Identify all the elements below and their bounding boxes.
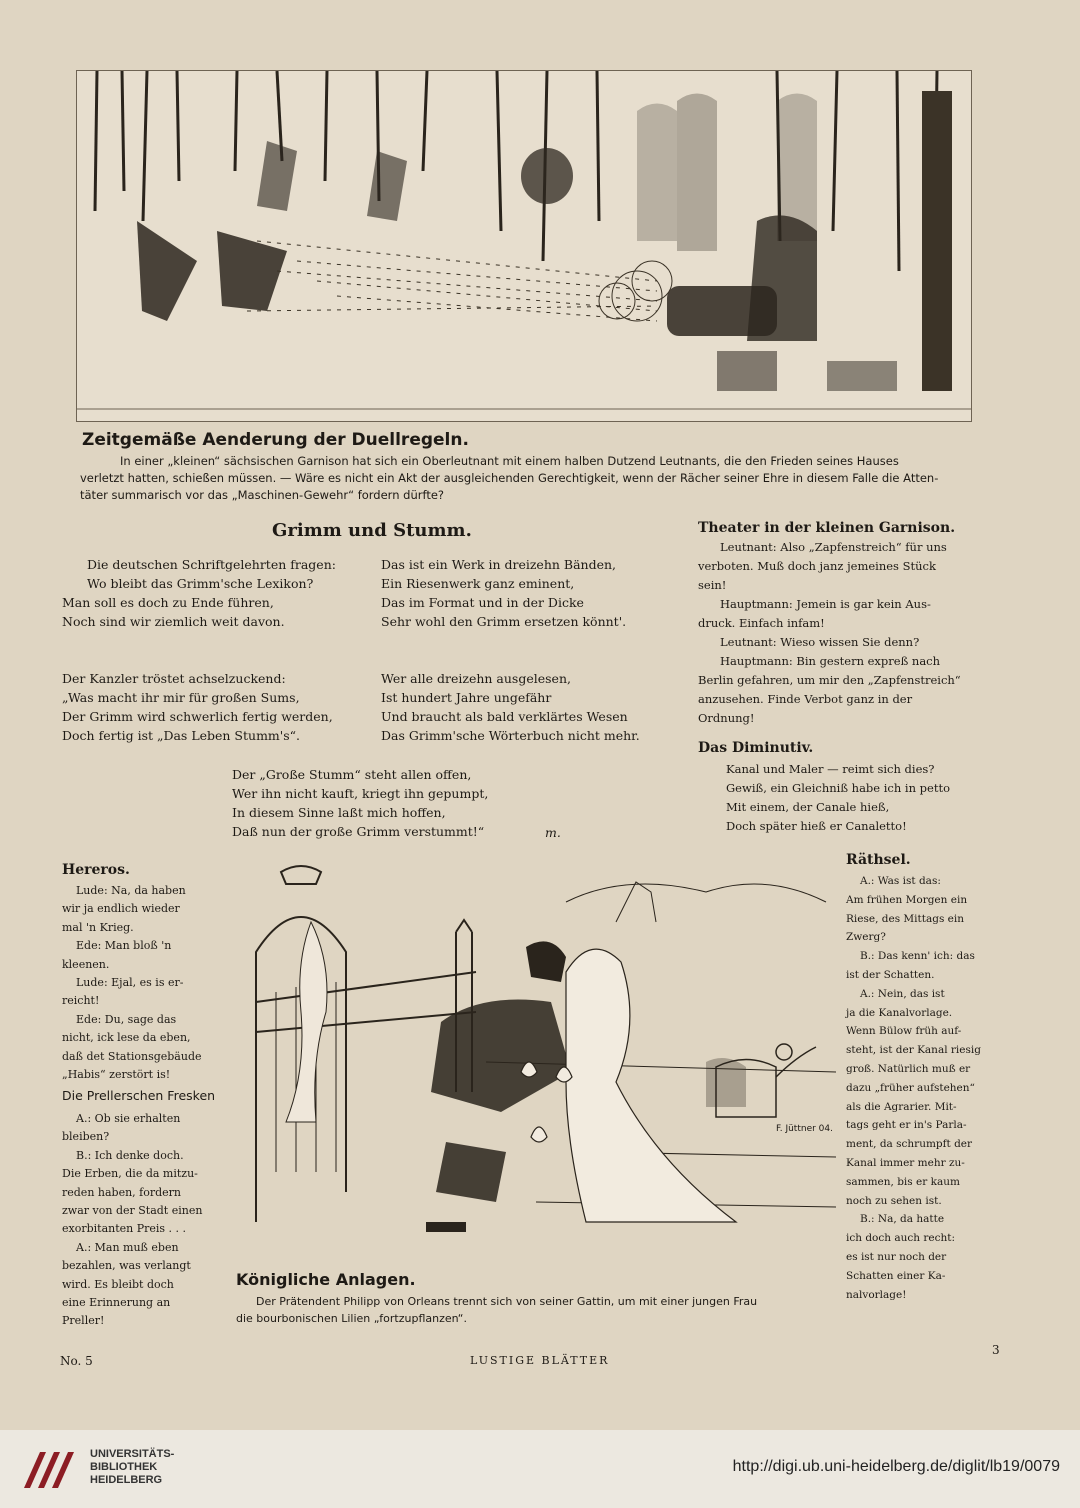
koenig-text <box>236 1293 836 1327</box>
preller-line: reden haben, fordern <box>62 1185 182 1199</box>
hereros-line: Lude: Na, da haben <box>76 884 186 897</box>
theater-line: sein! <box>698 578 727 592</box>
raethsel-line: Riese, des Mittags ein <box>846 912 965 925</box>
grimm-verse: Man soll es doch zu Ende führen, <box>62 595 274 610</box>
preller-line: A.: Man muß eben <box>76 1240 179 1254</box>
grimm-signature: m. <box>545 825 561 840</box>
koenig-line: die bourbonischen Lilien „fortzupflanzen“. <box>236 1312 467 1325</box>
raethsel-line: nalvorlage! <box>846 1288 907 1301</box>
preller-line: eine Erinnerung an <box>62 1296 171 1310</box>
hereros-line: mal 'n Krieg. <box>62 920 134 934</box>
diminutiv-line: Mit einem, der Canale hieß, <box>726 800 890 814</box>
hereros-line: daß det Stationsgebäude <box>62 1049 202 1063</box>
raethsel-line: noch zu sehen ist. <box>846 1194 942 1207</box>
raethsel-line: ich doch auch recht: <box>846 1232 955 1245</box>
raethsel-line: tags geht er in's Parla- <box>846 1119 967 1132</box>
grimm-verse: Daß nun der große Grimm verstummt!“ <box>232 824 485 839</box>
preller-line: zwar von der Stadt einen <box>62 1204 203 1218</box>
page-number: 3 <box>992 1343 1000 1357</box>
raethsel-line: steht, ist der Kanal riesig <box>846 1044 981 1057</box>
hereros-line: Ede: Du, sage das <box>76 1012 177 1026</box>
raethsel-line: als die Agrarier. Mit- <box>846 1100 957 1113</box>
hereros-line: nicht, ick lese da eben, <box>62 1031 191 1045</box>
library-name <box>90 1448 174 1487</box>
grimm-verse: Wo bleibt das Grimm'sche Lexikon? <box>87 576 314 591</box>
grimm-verse: Der Grimm wird schwerlich fertig werden, <box>62 709 333 724</box>
grimm-verse: Sehr wohl den Grimm ersetzen könnt'. <box>381 614 627 629</box>
raethsel-line: B.: Na, da hatte <box>860 1213 945 1226</box>
hereros-line: reicht! <box>62 994 100 1008</box>
theater-line: Leutnant: Also „Zapfenstreich“ für uns <box>720 540 947 554</box>
duel-line: In einer „kleinen“ sächsischen Garnison hat sich ein Oberleutnant mit einem halben Dutzend Leutnants, die den Frieden seines Hauses <box>120 454 899 468</box>
garden-illustration-drawing <box>236 862 836 1272</box>
raethsel-line: es ist nur noch der <box>846 1250 947 1263</box>
hereros-line: Lude: Ejal, es is er- <box>76 976 184 990</box>
hereros-text <box>62 882 232 1084</box>
raethsel-line: groß. Natürlich muß er <box>846 1062 971 1075</box>
grimm-title: Grimm und Stumm. <box>272 520 472 541</box>
document-url[interactable]: http://digi.ub.uni-heidelberg.de/diglit/lb19/0079 <box>732 1458 1060 1475</box>
grimm-verse: Und braucht als bald verklärtes Wesen <box>381 709 628 724</box>
grimm-verse: Das ist ein Werk in dreizehn Bänden, <box>381 557 617 572</box>
preller-line: bleiben? <box>62 1130 110 1144</box>
grimm-verse: Wer alle dreizehn ausgelesen, <box>381 671 571 686</box>
grimm-verse: „Was macht ihr mir für großen Sums, <box>62 690 300 705</box>
raethsel-line: B.: Das kenn' ich: das <box>860 950 975 963</box>
theater-line: Hauptmann: Bin gestern expreß nach <box>720 654 941 668</box>
diminutiv-title: Das Diminutiv. <box>698 740 814 756</box>
library-footer <box>0 1430 1080 1508</box>
grimm-verse: Ist hundert Jahre ungefähr <box>381 690 552 705</box>
theater-line: Hauptmann: Jemein is gar kein Aus- <box>720 597 931 611</box>
raethsel-line: A.: Was ist das: <box>860 875 941 887</box>
hereros-title: Hereros. <box>62 862 130 878</box>
raethsel-line: ist der Schatten. <box>846 968 935 981</box>
raethsel-line: A.: Nein, das ist <box>860 987 945 1000</box>
preller-text <box>62 1110 232 1331</box>
library-name-line: BIBLIOTHEK <box>90 1461 158 1473</box>
duel-title: Zeitgemäße Aenderung der Duellregeln. <box>82 430 469 450</box>
raethsel-line: ment, da schrumpft der <box>846 1138 973 1151</box>
grimm-verse: Die deutschen Schriftgelehrten fragen: <box>87 557 336 572</box>
duel-illustration <box>76 70 972 422</box>
grimm-final-stanza <box>232 765 542 841</box>
grimm-column-2 <box>381 555 691 745</box>
raethsel-title: Räthsel. <box>846 852 911 868</box>
diminutiv-line: Doch später hieß er Canaletto! <box>726 819 907 833</box>
raethsel-line: dazu „früher aufstehen“ <box>846 1081 975 1094</box>
preller-line: Preller! <box>62 1314 105 1328</box>
library-name-line: HEIDELBERG <box>90 1474 163 1486</box>
preller-line: bezahlen, was verlangt <box>62 1259 191 1273</box>
grimm-column-1 <box>62 555 382 745</box>
hereros-line: „Habis“ zerstört is! <box>62 1068 171 1082</box>
koenig-title: Königliche Anlagen. <box>236 1270 416 1289</box>
theater-line: Berlin gefahren, um mir den „Zapfenstreich“ <box>698 673 961 687</box>
hereros-line: Ede: Man bloß 'n <box>76 939 172 953</box>
theater-line: Ordnung! <box>698 711 755 725</box>
raethsel-line: Kanal immer mehr zu- <box>846 1156 965 1169</box>
magazine-name: LUSTIGE BLÄTTER <box>470 1354 610 1367</box>
preller-line: A.: Ob sie erhalten <box>76 1112 181 1125</box>
grimm-verse: Doch fertig ist „Das Leben Stumm's“. <box>62 728 300 743</box>
theater-title: Theater in der kleinen Garnison. <box>698 520 956 536</box>
raethsel-line: sammen, bis er kaum <box>846 1175 960 1188</box>
library-logo[interactable] <box>18 1446 318 1494</box>
koenig-line: Der Prätendent Philipp von Orleans trennt sich von seiner Gattin, um mit einer jungen Frau <box>256 1295 758 1308</box>
raethsel-line: Zwerg? <box>846 931 886 944</box>
grimm-verse: Der Kanzler tröstet achselzuckend: <box>62 671 286 686</box>
hereros-line: kleenen. <box>62 957 110 971</box>
duel-illustration-drawing <box>77 71 971 421</box>
raethsel-text <box>846 872 1006 1304</box>
grimm-verse: Das Grimm'sche Wörterbuch nicht mehr. <box>381 728 640 743</box>
diminutiv-line: Gewiß, ein Gleichniß habe ich in petto <box>726 781 951 795</box>
library-name-line: UNIVERSITÄTS- <box>90 1448 175 1460</box>
duel-line: täter summarisch vor das „Maschinen-Gewehr“ fordern dürfte? <box>80 488 445 502</box>
theater-line: Leutnant: Wieso wissen Sie denn? <box>720 635 920 649</box>
theater-line: druck. Einfach infam! <box>698 616 825 630</box>
grimm-verse: Der „Große Stumm“ steht allen offen, <box>232 767 472 782</box>
library-logo-icon <box>18 1448 82 1492</box>
theater-line: verboten. Muß doch janz jemeines Stück <box>698 559 936 573</box>
grimm-verse: Das im Format und in der Dicke <box>381 595 584 610</box>
raethsel-line: Am frühen Morgen ein <box>846 893 968 906</box>
raethsel-line: Schatten einer Ka- <box>846 1269 946 1282</box>
diminutiv-text <box>726 760 996 836</box>
preller-line: wird. Es bleibt doch <box>62 1277 174 1291</box>
diminutiv-line: Kanal und Maler — reimt sich dies? <box>726 762 935 776</box>
grimm-verse: Wer ihn nicht kauft, kriegt ihn gepumpt, <box>232 786 489 801</box>
preller-line: B.: Ich denke doch. <box>76 1148 184 1162</box>
preller-title: Die Prellerschen Fresken <box>62 1088 216 1103</box>
duel-text <box>80 453 1000 504</box>
duel-line: verletzt hatten, schießen müssen. — Wäre es nicht ein Akt der ausgleichenden Gerechtigkeit, wenn der Rächer seiner Ehre in diesem Falle die Atten- <box>80 471 939 485</box>
grimm-verse: Ein Riesenwerk ganz eminent, <box>381 576 575 591</box>
issue-number: No. 5 <box>60 1354 93 1368</box>
raethsel-line: ja die Kanalvorlage. <box>846 1006 953 1019</box>
preller-line: Die Erben, die da mitzu- <box>62 1167 198 1181</box>
hereros-line: wir ja endlich wieder <box>62 902 180 916</box>
theater-text <box>698 538 998 728</box>
preller-line: exorbitanten Preis . . . <box>62 1222 187 1236</box>
theater-line: anzusehen. Finde Verbot ganz in der <box>698 692 913 706</box>
raethsel-line: Wenn Bülow früh auf- <box>846 1025 962 1038</box>
garden-illustration <box>236 862 836 1272</box>
grimm-verse: In diesem Sinne laßt mich hoffen, <box>232 805 446 820</box>
illustration-artist-signature: F. Jüttner 04. <box>776 1124 833 1134</box>
grimm-verse: Noch sind wir ziemlich weit davon. <box>62 614 285 629</box>
